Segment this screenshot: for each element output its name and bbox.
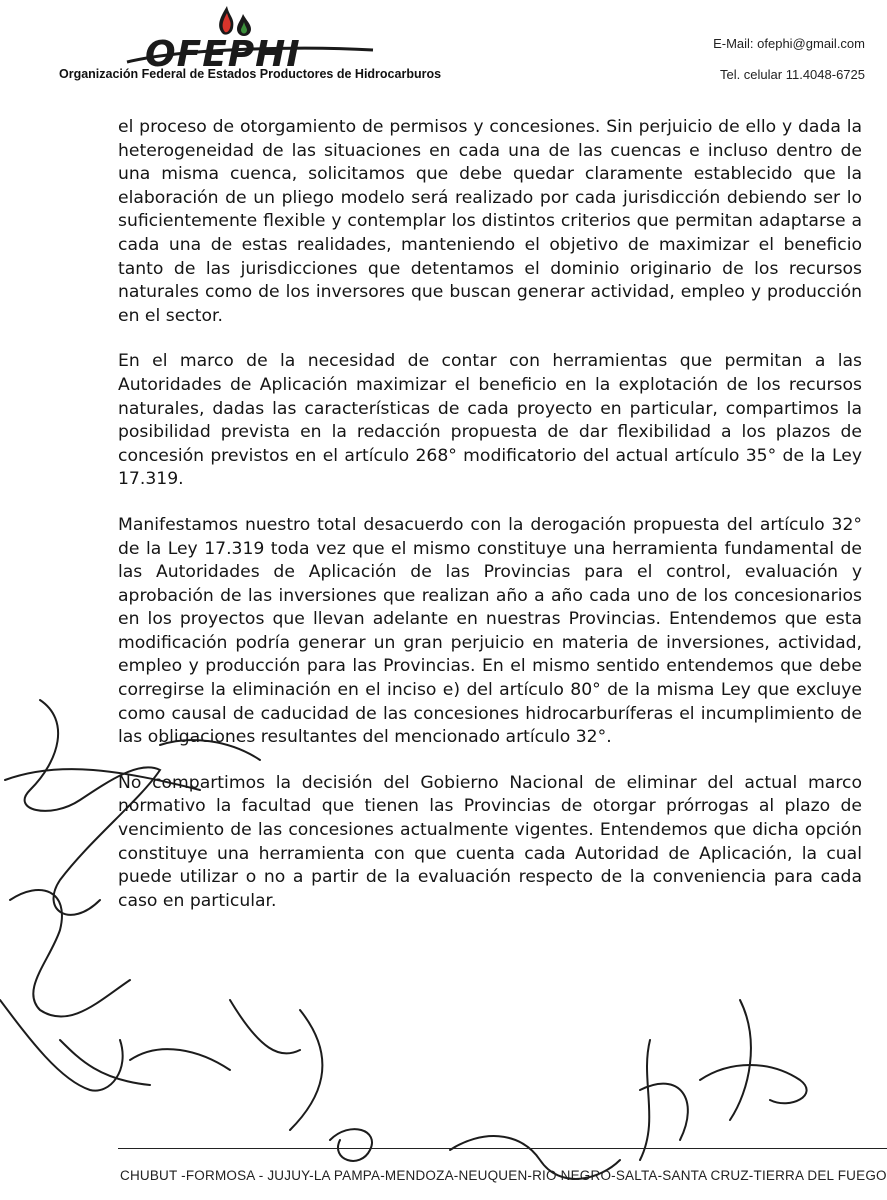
footer-provinces: CHUBUT -FORMOSA - JUJUY-LA PAMPA-MENDOZA-NEUQUEN-RIO NEGRO-SALTA-SANTA CRUZ-TIERRA DEL FUEGO bbox=[120, 1168, 887, 1183]
paragraph-2: En el marco de la necesidad de contar con herramientas que permitan a las Autoridades de Aplicación maximizar el beneficio en la explotación de los recursos naturales, dadas las características de cada proyecto en particular, compartimos la posibilidad prevista en la redacción propuesta de dar flexibilidad a los plazos de concesión previstos en el artículo 268° modificatorio del actual artículo 35° de la Ley 17.319. bbox=[118, 351, 862, 490]
contact-email: E-Mail: ofephi@gmail.com bbox=[713, 36, 865, 51]
letterhead bbox=[0, 0, 887, 100]
letter-body bbox=[118, 116, 862, 935]
contact-phone: Tel. celular 11.4048-6725 bbox=[719, 67, 865, 82]
paragraph-1: el proceso de otorgamiento de permisos y concesiones. Sin perjuicio de ello y dada la heterogeneidad de las situaciones en cada una de las cuencas e incluso dentro de una misma cuenca, solicitamos que debe quedar claramente establecido que la elaboración de un pliego modelo será realizado por cada jurisdicción debiendo ser lo suficientemente flexible y contemplar los distintos criterios que permitan adaptarse a cada una de estas realidades, manteniendo el objetivo de maximizar el beneficio tanto de las jurisdicciones que detentamos el dominio originario de los recursos naturales como de los inversores que buscan generar actividad, empleo y producción en el sector. bbox=[118, 117, 862, 326]
ofephi-logo bbox=[55, 0, 442, 90]
paragraph-4: No compartimos la decisión del Gobierno Nacional de eliminar del actual marco normativo la facultad que tienen las Provincias de otorgar prórrogas al plazo de vencimiento de las concesiones actualmente vigentes. Entendemos que dicha opción constituye una herramienta con que cuenta cada Autoridad de Aplicación, la cual puede utilizar o no a partir de la evaluación respecto de la conveniencia para cada caso en particular. bbox=[118, 772, 862, 911]
logo-text: OFEPHI bbox=[145, 34, 301, 75]
contact-block bbox=[713, 36, 865, 98]
footer-rule bbox=[118, 1148, 887, 1149]
org-name: Organización Federal de Estados Productores de Hidrocarburos bbox=[59, 67, 442, 81]
paragraph-3: Manifestamos nuestro total desacuerdo con la derogación propuesta del artículo 32° de la Ley 17.319 toda vez que el mismo constituye una herramienta fundamental de las Autoridades de Aplicación de las Provincias para el control, evaluación y aprobación de las inversiones que realizan año a año cada uno de los concesionarios en los proyectos que llevan adelante en nuestras Provincias. Entendemos que esta modificación podría generar un gran perjuicio en materia de inversiones, actividad, empleo y producción para las Provincias. En el mismo sentido entendemos que debe corregirse la eliminación en el inciso e) del artículo 80° de la misma Ley que excluye como causal de caducidad de las concesiones hidrocarburíferas el incumplimiento de las obligaciones resultantes del mencionado artículo 32°. bbox=[118, 514, 862, 748]
